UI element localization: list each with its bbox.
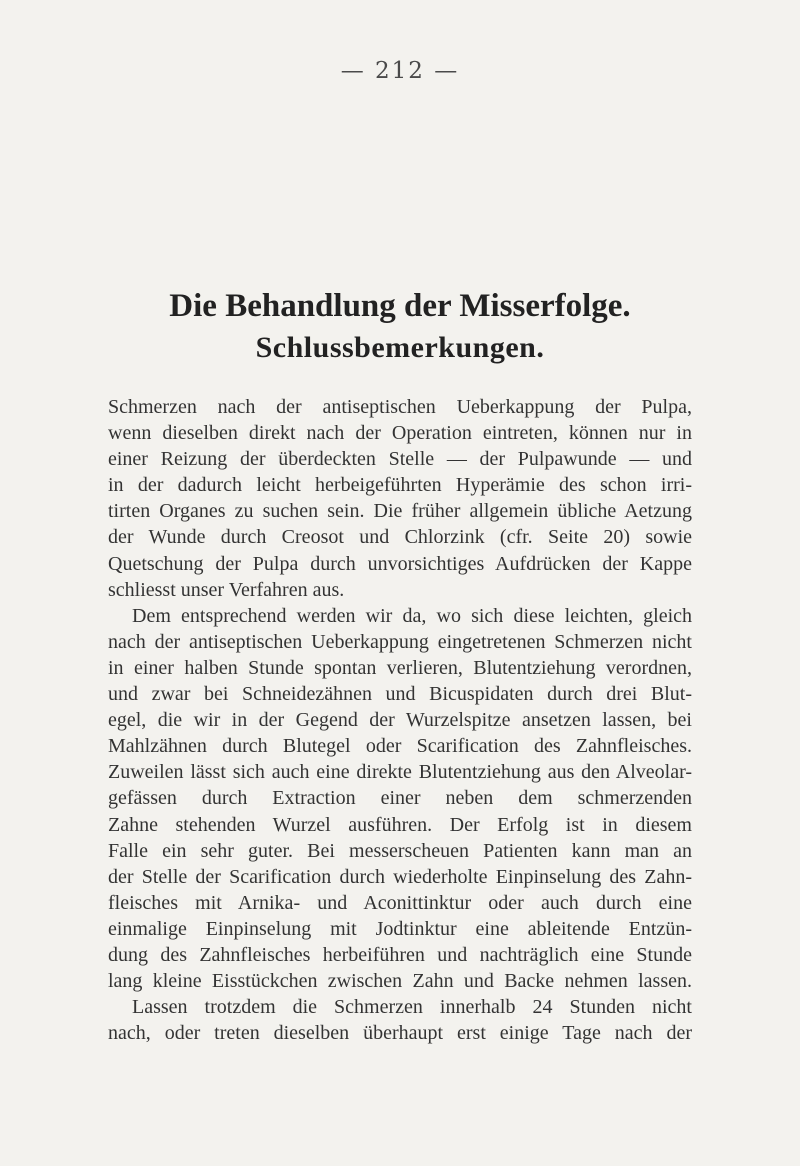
text-line: Lassen trotzdem die Schmerzen innerhalb 24 Stunden nicht	[132, 996, 692, 1019]
text-line: Quetschung der Pulpa durch unvorsichtiges Aufdrücken der Kappe	[108, 552, 692, 575]
text-line: Zuweilen lässt sich auch eine direkte Blutentziehung aus den Alveolar-	[108, 761, 692, 784]
text-line: Schmerzen nach der antiseptischen Ueberkappung der Pulpa,	[108, 396, 692, 418]
text-line: fleisches mit Arnika- und Aconittinktur oder auch durch eine	[108, 891, 692, 914]
text-line: und zwar bei Schneidezähnen und Bicuspidaten durch drei Blut-	[108, 683, 692, 706]
text-line: einmalige Einpinselung mit Jodtinktur eine ableitende Entzün-	[108, 917, 692, 940]
text-line: egel, die wir in der Gegend der Wurzelspitze ansetzen lassen, bei	[108, 709, 692, 732]
text-line: einer Reizung der überdeckten Stelle — der Pulpawunde — und	[108, 448, 692, 471]
page-number: — 212 —	[340, 58, 460, 84]
text-line: in der dadurch leicht herbeigeführten Hyperämie des schon irri-	[108, 474, 692, 497]
text-line: dung des Zahnfleisches herbeiführen und nachträglich eine Stunde	[108, 943, 692, 966]
text-line: der Stelle der Scarification durch wiederholte Einpinselung des Zahn-	[108, 865, 692, 888]
chapter-title: Die Behandlung der Misserfolge.	[169, 288, 631, 324]
text-line: schliesst unser Verfahren aus.	[108, 578, 345, 601]
text-line: in einer halben Stunde spontan verlieren, Blutentziehung verordnen,	[108, 656, 692, 679]
text-line: nach, oder treten dieselben überhaupt erst einige Tage nach der	[108, 1022, 692, 1045]
text-line: tirten Organes zu suchen sein. Die früher allgemein übliche Aetzung	[108, 500, 692, 523]
text-line: lang kleine Eisstückchen zwischen Zahn und Backe nehmen lassen.	[108, 970, 692, 993]
text-line: Falle ein sehr guter. Bei messerscheuen Patienten kann man an	[108, 839, 692, 862]
body-text	[108, 394, 692, 1046]
text-line: der Wunde durch Creosot und Chlorzink (cfr. Seite 20) sowie	[108, 526, 692, 549]
text-line: wenn dieselben direkt nach der Operation eintreten, können nur in	[108, 422, 692, 445]
text-line: Dem entsprechend werden wir da, wo sich diese leichten, gleich	[132, 604, 692, 627]
text-line: Zahne stehenden Wurzel ausführen. Der Erfolg ist in diesem	[108, 813, 692, 836]
text-line: Mahlzähnen durch Blutegel oder Scarification des Zahnfleisches.	[108, 735, 692, 758]
chapter-subtitle: Schlussbemerkungen.	[255, 331, 545, 364]
text-line: gefässen durch Extraction einer neben dem schmerzenden	[108, 787, 692, 810]
text-line: nach der antiseptischen Ueberkappung eingetretenen Schmerzen nicht	[108, 630, 692, 653]
